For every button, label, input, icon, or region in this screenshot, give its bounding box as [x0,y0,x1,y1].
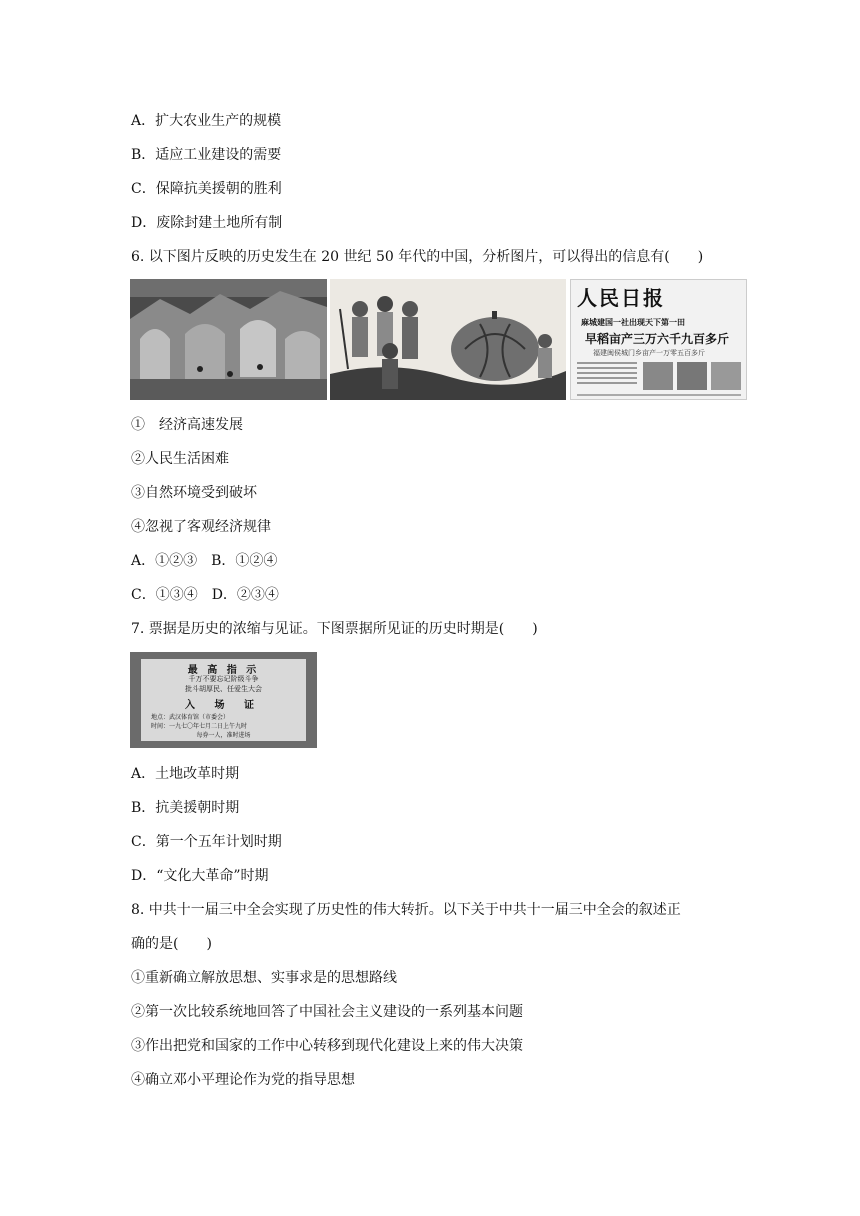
q7-option-b: B．抗美援朝时期 [131,800,240,816]
ticket-line-6: 时间：一九七〇年七月二日上午九时 [151,723,248,730]
earthworks-photo [130,279,327,400]
q6-options-cd: C．①③④ D．②③④ [131,587,279,603]
q6-stem: 6. 以下图片反映的历史发生在 20 世纪 50 年代的中国，分析图片，可以得出的信息有( ) [131,249,704,265]
q8-stem-line-1: 8. 中共十一届三中全会实现了历史性的伟大转折。以下关于中共十一届三中全会的叙述正 [131,902,681,918]
ticket-line-5: 地点：武汉体育馆（市委会） [151,714,230,721]
newspaper-masthead: 人民日报 [577,286,665,310]
ticket-line-1: 最 高 指 示 [187,665,260,676]
q7-option-c: C．第一个五年计划时期 [131,834,282,850]
q5-option-c: C．保障抗美援朝的胜利 [131,181,282,197]
q5-option-b: B．适应工业建设的需要 [131,147,282,163]
ticket-line-4: 入 场 证 [185,700,262,711]
q5-option-d: D．废除封建土地所有制 [131,215,283,231]
newspaper-headline-1: 麻城建国一社出现天下第一田 [581,317,685,327]
ticket-line-3: 批斗胡厚民、任爱生大会 [185,685,262,693]
q5-option-a: A．扩大农业生产的规模 [131,113,282,129]
ticket-line-7: 每券一人，准时进场 [196,732,251,739]
newspaper-columns [571,358,747,400]
q8-item-4: ④确立邓小平理论作为党的指导思想 [131,1072,355,1088]
q6-item-3: ③自然环境受到破坏 [131,485,257,501]
q7-option-d: D．“文化大革命”时期 [131,868,269,884]
q8-item-1: ①重新确立解放思想、实事求是的思想路线 [131,970,397,986]
admission-ticket-image [130,652,317,748]
q8-item-2: ②第一次比较系统地回答了中国社会主义建设的一系列基本问题 [131,1004,523,1020]
q7-option-a: A．土地改革时期 [131,766,240,782]
q8-item-3: ③作出把党和国家的工作中心转移到现代化建设上来的伟大决策 [131,1038,523,1054]
pumpkin-cartoon [330,279,566,400]
q6-options-ab: A．①②③ B．①②④ [131,553,278,569]
q8-stem-line-2: 确的是( ) [131,936,212,952]
q6-item-2: ②人民生活困难 [131,451,229,467]
newspaper-headline-3: 福建闽侯城门乡亩产一万零五百多斤 [593,349,705,357]
newspaper-clipping [570,279,747,400]
ticket-line-2: 千万不要忘记阶级斗争 [188,675,259,683]
newspaper-headline-2: 早稻亩产三万六千九百多斤 [585,332,730,346]
q6-item-4: ④忽视了客观经济规律 [131,519,271,535]
q6-item-1: ① 经济高速发展 [131,417,243,433]
admission-ticket [141,659,306,741]
q7-stem: 7. 票据是历史的浓缩与见证。下图票据所见证的历史时期是( ) [131,621,538,637]
